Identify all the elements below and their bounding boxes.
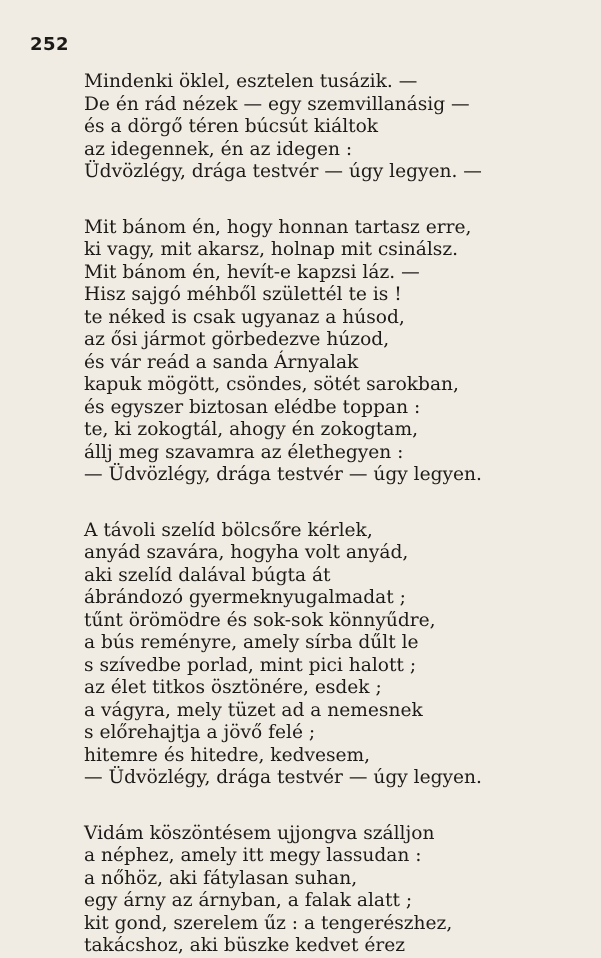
stanza-2 (84, 217, 584, 487)
poem-line: aki szelíd dalával búgta át (84, 564, 331, 586)
stanza-3 (84, 520, 584, 790)
poem-line: anyád szavára, hogyha volt anyád, (84, 542, 409, 563)
poem-line: hitemre és hitedre, kedvesem, (84, 744, 371, 766)
poem-line: és vár reád a sanda Árnyalak (84, 351, 359, 373)
poem-line: takácshoz, aki büszke kedvet érez (84, 935, 406, 956)
poem-line: a vágyra, mely tüzet ad a nemesnek (84, 699, 423, 721)
poem-text (84, 71, 584, 958)
poem-line: te, ki zokogtál, ahogy én zokogtam, (84, 419, 419, 440)
poem-line: a néphez, amely itt megy lassudan : (84, 845, 422, 866)
poem-line: — Üdvözlégy, drága testvér — úgy legyen. (84, 464, 482, 485)
poem-line: kit gond, szerelem űz : a tengerészhez, (84, 912, 453, 934)
poem-line: — Üdvözlégy, drága testvér — úgy legyen. (84, 767, 482, 788)
poem-line: De én rád nézek — egy szemvillanásig — (84, 93, 470, 115)
poem-line: tűnt örömödre és sok-sok könnyűdre, (84, 609, 436, 631)
poem-line: te néked is csak ugyanaz a húsod, (84, 306, 405, 328)
poem-line: Mindenki öklel, esztelen tusázik. — (84, 71, 418, 92)
poem-line: ki vagy, mit akarsz, holnap mit csinálsz. (84, 239, 459, 260)
poem-line: s előrehajtja a jövő felé ; (84, 722, 316, 743)
poem-line: egy árny az árnyban, a falak alatt ; (84, 890, 413, 911)
poem-line: az idegennek, én az idegen : (84, 138, 353, 160)
poem-line: az élet titkos ösztönére, esdek ; (84, 677, 382, 698)
poem-line: Mit bánom én, hogy honnan tartasz erre, (84, 216, 472, 238)
poem-line: ábrándozó gyermeknyugalmadat ; (84, 587, 406, 608)
poem-line: Üdvözlégy, drága testvér — úgy legyen. — (84, 161, 482, 182)
poem-line: a bús reményre, amely sírba dűlt le (84, 632, 419, 653)
poem-line: s szívedbe porlad, mint pici halott ; (84, 654, 417, 676)
page-number: 252 (30, 34, 70, 55)
poem-line: a nőhöz, aki fátylasan suhan, (84, 867, 358, 889)
poem-line: és egyszer biztosan elédbe toppan : (84, 396, 421, 418)
poem-line: állj meg szavamra az élethegyen : (84, 441, 404, 463)
poem-line: A távoli szelíd bölcsőre kérlek, (84, 519, 373, 541)
stanza-1 (84, 71, 584, 184)
poem-line: az ősi jármot görbedezve húzod, (84, 329, 390, 350)
poem-line: Vidám köszöntésem ujjongva szálljon (84, 822, 435, 844)
poem-line: és a dörgő téren búcsút kiáltok (84, 116, 379, 137)
poem-line: Hisz sajgó méhből születtél te is ! (84, 284, 402, 305)
stanza-4 (84, 823, 584, 958)
poem-line: kapuk mögött, csöndes, sötét sarokban, (84, 374, 459, 395)
poem-line: Mit bánom én, hevít-e kapzsi láz. — (84, 261, 420, 283)
